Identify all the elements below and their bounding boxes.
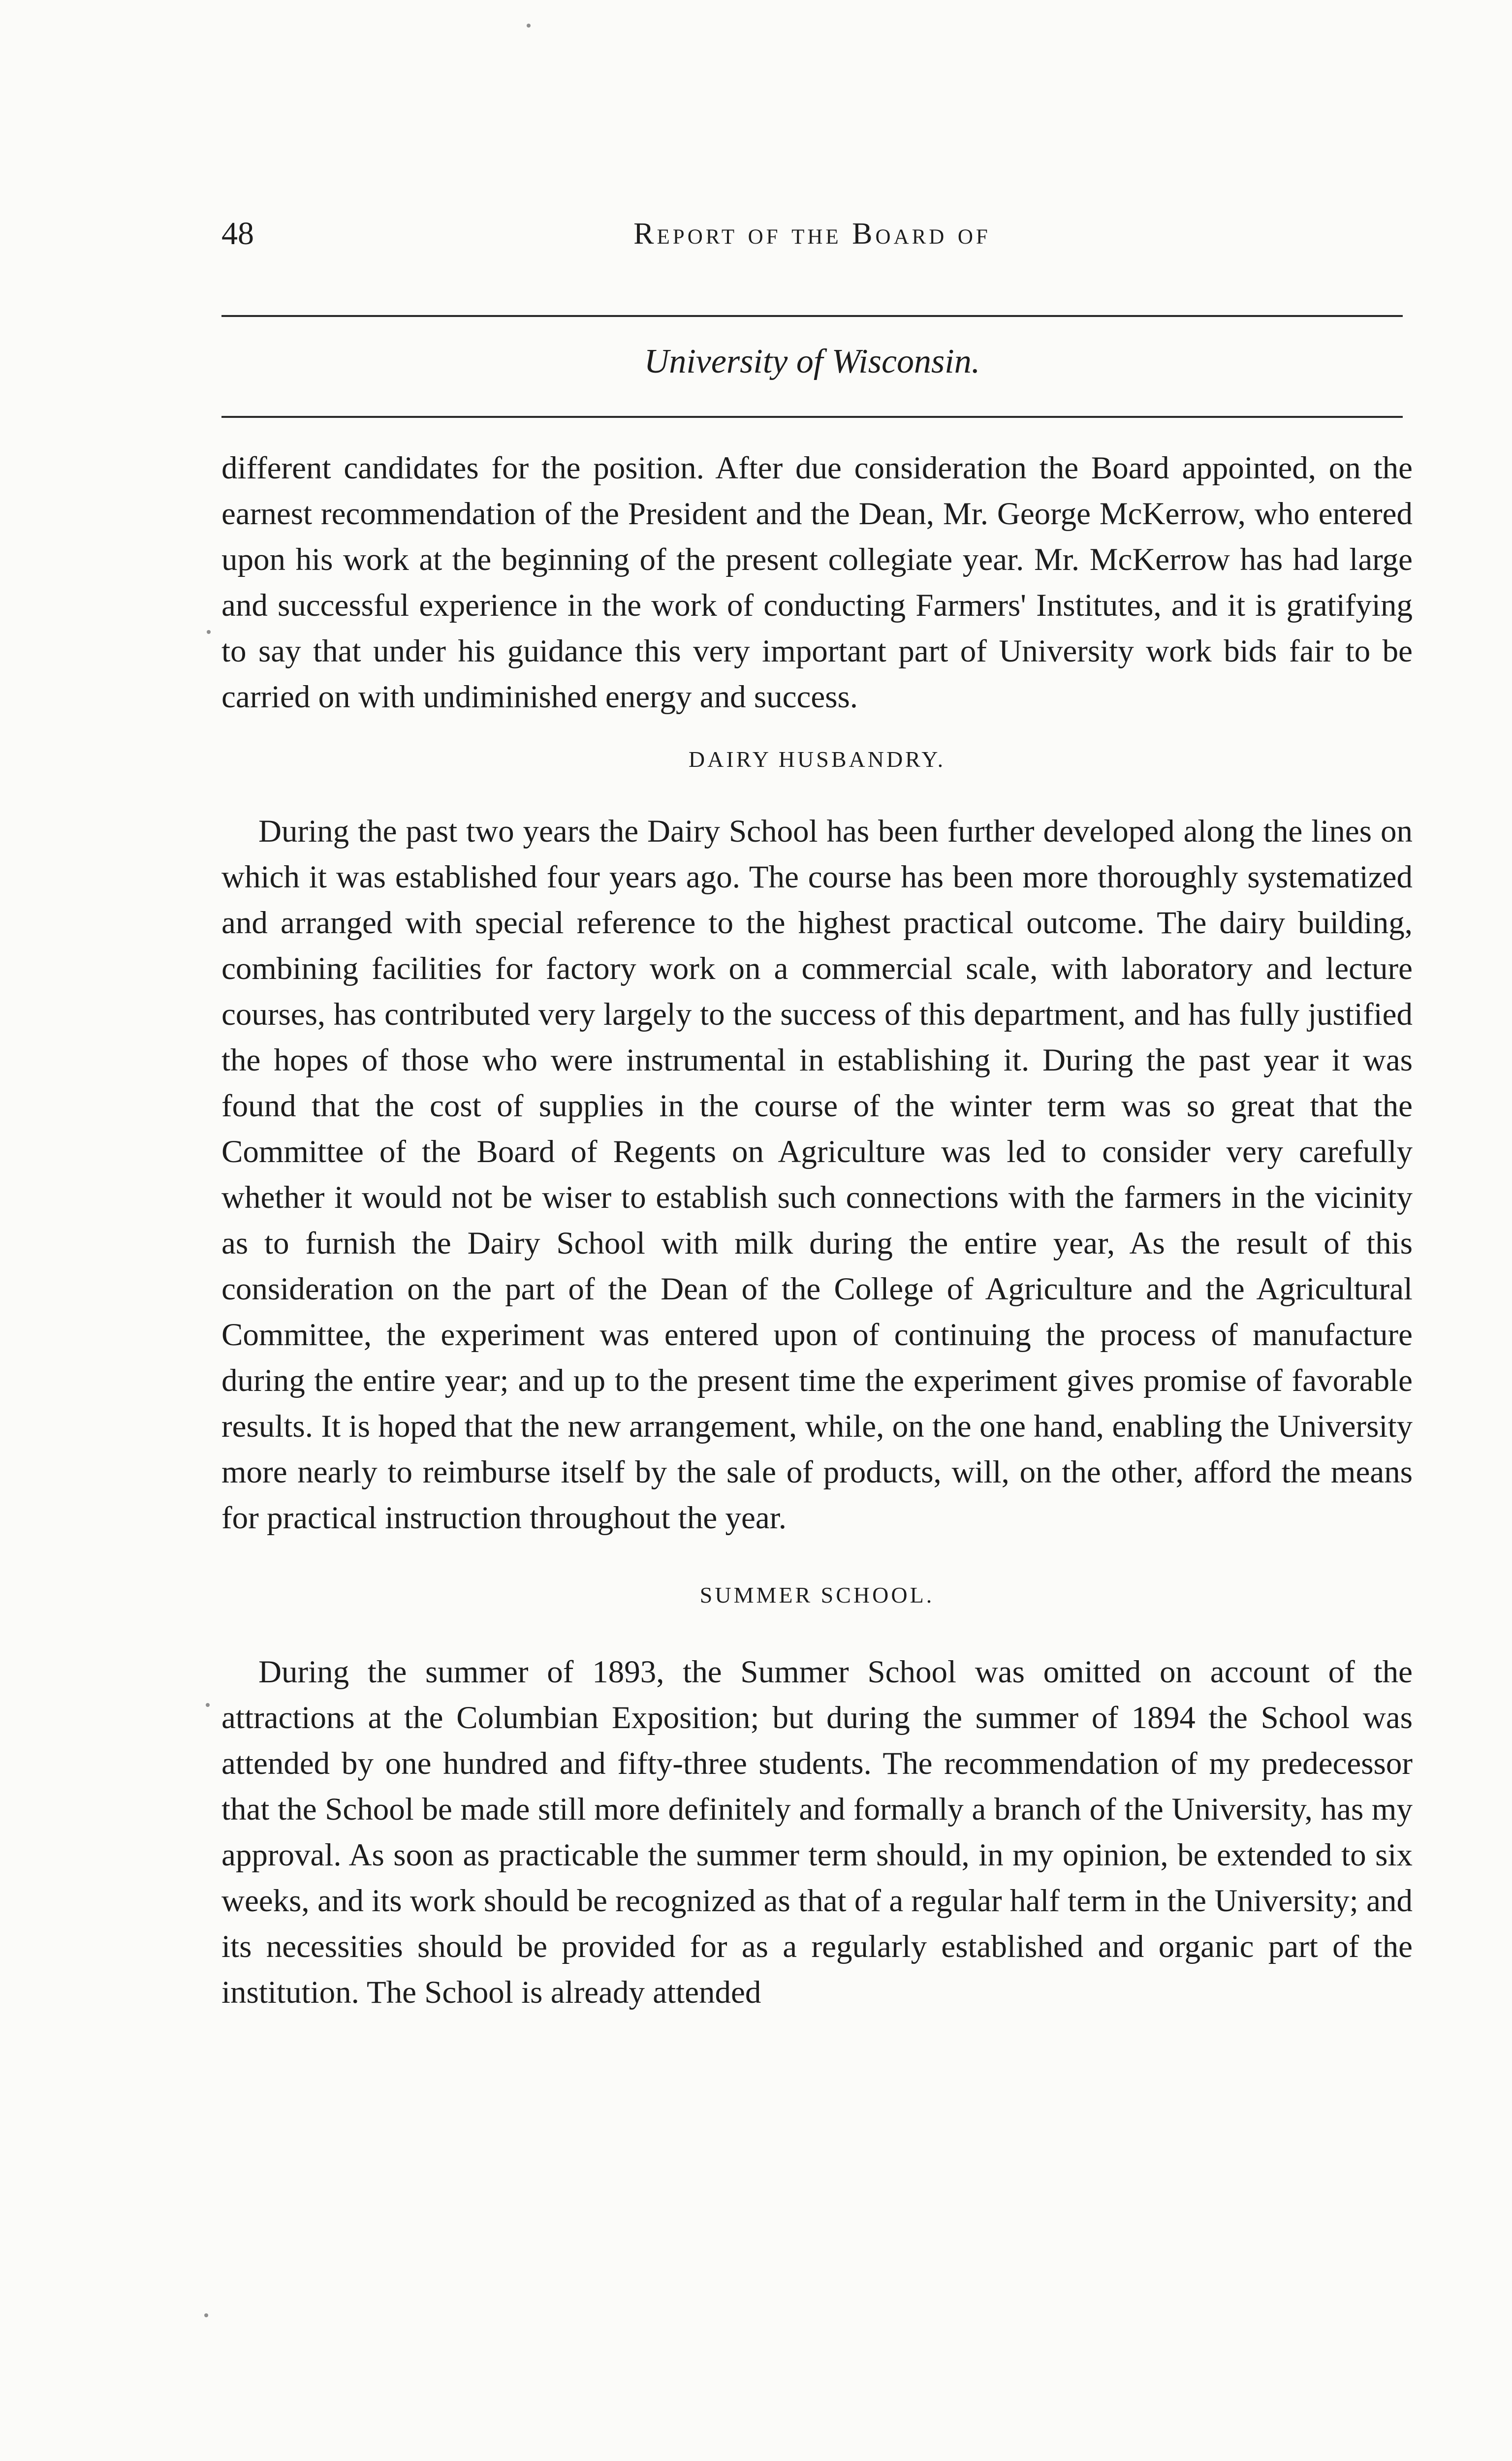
paragraph-continuation: different candidates for the position. After due consideration the Board appointed, on the earnest recommendation of the President and the Dean, Mr. George McKerrow, who entered upon his work at the beginning of the present collegiate year. Mr. McKerrow has had large and successful experience in the work of conducting Farmers' Institutes, and it is gratifying to say that under his guidance this very important part of University work bids fair to be carried on with undiminished energy and success. (221, 450, 1413, 715)
section-heading-dairy-husbandry: DAIRY HUSBANDRY. (688, 747, 946, 772)
running-head: Report of the Board of (633, 217, 991, 251)
scan-speck (207, 630, 211, 634)
scan-speck (527, 24, 531, 28)
header-rule-bottom (221, 416, 1403, 418)
paragraph-summer-school: During the summer of 1893, the Summer School was omitted on account of the attractions at the Columbian Exposition; but during the summer of 1894 the School was attended by one hundred and fifty-three students. The recommendation of my predecessor that the School be made still more definitely and formally a branch of the University, has my approval. As soon as practicable the summer term should, in my opinion, be extended to six weeks, and its work should be recognized as that of a regular half term in the University; and its necessities should be provided for as a regularly established and organic part of the institution. The School is already attended (221, 1654, 1413, 2010)
subheader: University of Wisconsin. (644, 343, 980, 380)
page-number: 48 (221, 216, 254, 252)
paragraph-dairy-husbandry: During the past two years the Dairy School has been further developed along the lines on which it was established four years ago. The course has been more thoroughly systematized and arranged with special reference to the highest practical outcome. The dairy building, combining facilities for factory work on a commercial scale, with laboratory and lecture courses, has contributed very largely to the success of this department, and has fully justified the hopes of those who were instrumental in establishing it. During the past year it was found that the cost of supplies in the course of the winter term was so great that the Committee of the Board of Regents on Agriculture was led to consider very carefully whether it would not be wiser to establish such connections with the farmers in the vicinity as to furnish the Dairy School with milk during the entire year, As the result of this consideration on the part of the Dean of the College of Agriculture and the Agricultural Committee, the experiment was entered upon of continuing the process of manufacture during the entire year; and up to the present time the experiment gives promise of favorable results. It is hoped that the new arrangement, while, on the one hand, enabling the University more nearly to reimburse itself by the sale of products, will, on the other, afford the means for practical instruction throughout the year. (221, 814, 1413, 1536)
scan-speck (204, 2313, 208, 2317)
section-heading-summer-school: SUMMER SCHOOL. (699, 1582, 935, 1608)
header-rule-top (221, 315, 1403, 317)
scan-speck (206, 1703, 210, 1707)
page-header (221, 207, 1403, 261)
body-text (221, 445, 1413, 2016)
